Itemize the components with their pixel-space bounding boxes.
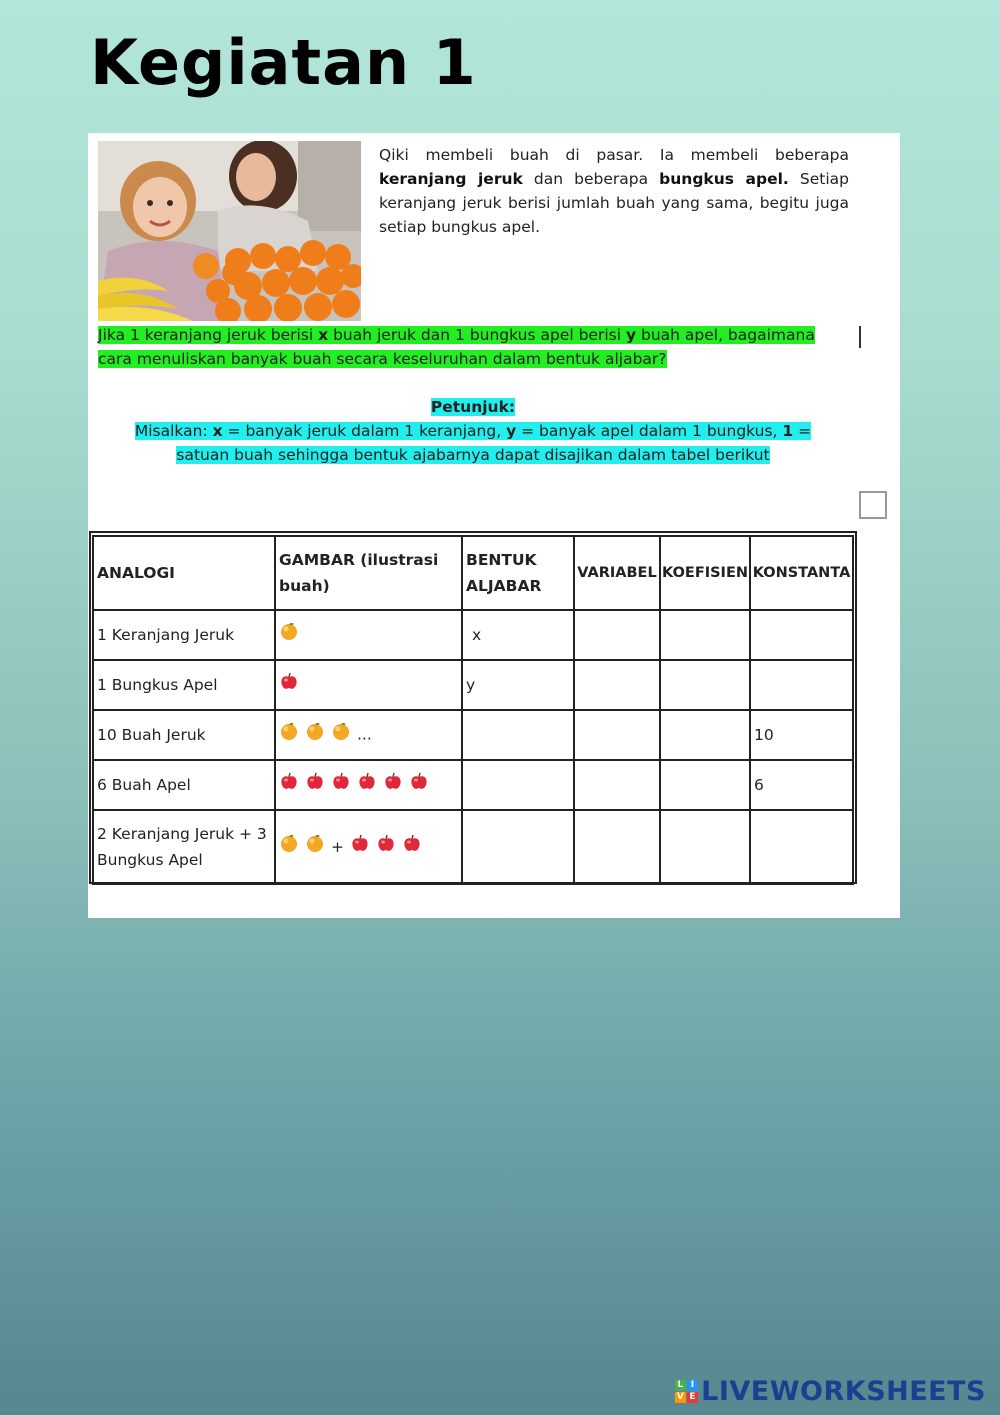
page-title: Kegiatan 1 [90,26,477,99]
red-apple-icon [279,671,299,699]
table-row [93,810,853,884]
analogy-table [92,535,854,885]
cell-gambar [275,610,462,660]
cell-variabel[interactable] [574,610,660,660]
table-row [93,710,853,760]
cell-koefisien[interactable] [660,660,750,710]
red-apple-icon [383,771,403,799]
cell-konstanta: 10 [750,710,853,760]
cell-aljabar[interactable]: x [462,610,574,660]
orange-fruit-icon [305,833,325,861]
cell-aljabar[interactable] [462,710,574,760]
cell-variabel[interactable] [574,710,660,760]
cell-konstanta[interactable] [750,810,853,884]
table-header-row [93,536,853,610]
worksheet-card [88,133,900,918]
cell-analogi: 6 Buah Apel [93,760,275,810]
header-koefisien: KOEFISIEN [660,536,750,610]
red-apple-icon [357,771,377,799]
cell-konstanta: 6 [750,760,853,810]
plus-sign: + [331,837,344,856]
header-variabel: VARIABEL [574,536,660,610]
cell-koefisien[interactable] [660,710,750,760]
cell-gambar [275,660,462,710]
cell-gambar [275,760,462,810]
liveworksheets-logo-icon: L I V E [675,1380,698,1403]
cell-gambar [275,710,462,760]
table-row [93,610,853,660]
orange-fruit-icon [331,721,351,749]
cell-analogi: 1 Bungkus Apel [93,660,275,710]
header-gambar: GAMBAR (ilustrasi buah) [275,536,462,610]
cell-aljabar[interactable]: y [462,660,574,710]
cell-analogi: 10 Buah Jeruk [93,710,275,760]
table-row [93,760,853,810]
text-cursor [859,326,861,348]
cell-variabel[interactable] [574,810,660,884]
red-apple-icon [305,771,325,799]
cell-analogi: 2 Keranjang Jeruk + 3 Bungkus Apel [93,810,275,884]
red-apple-icon [409,771,429,799]
orange-fruit-icon [305,721,325,749]
logo-text: LIVEWORKSHEETS [701,1376,986,1407]
hint-text: Misalkan: x = banyak jeruk dalam 1 keranjang, y = banyak apel dalam 1 bungkus, 1 = satuan buah sehingga bentuk ajabarnya dapat disajikan dalam tabel berikut [134,422,812,464]
question-text: Jika 1 keranjang jeruk berisi x buah jeruk dan 1 bungkus apel berisi y buah apel, bagaimana cara menuliskan banyak buah secara keseluruhan dalam bentuk aljabar? [98,326,815,368]
red-apple-icon [279,771,299,799]
cell-aljabar[interactable] [462,810,574,884]
orange-fruit-icon [279,621,299,649]
red-apple-icon [376,833,396,861]
liveworksheets-logo [675,1376,986,1407]
red-apple-icon [402,833,422,861]
cell-koefisien[interactable] [660,610,750,660]
cell-aljabar[interactable] [462,760,574,810]
cell-konstanta[interactable] [750,660,853,710]
red-apple-icon [331,771,351,799]
header-bentuk-aljabar: BENTUK ALJABAR [462,536,574,610]
hint-title: Petunjuk: [430,398,516,416]
answer-input-box[interactable] [859,491,887,519]
header-konstanta: KONSTANTA [750,536,853,610]
cell-analogi: 1 Keranjang Jeruk [93,610,275,660]
ellipsis-text: ... [357,725,372,744]
intro-paragraph: Qiki membeli buah di pasar. Ia membeli beberapa keranjang jeruk dan beberapa bungkus apel. Setiap keranjang jeruk berisi jumlah buah yang sama, begitu juga setiap bungkus apel. [379,146,850,236]
cell-koefisien[interactable] [660,810,750,884]
cell-konstanta[interactable] [750,610,853,660]
orange-fruit-icon [279,833,299,861]
red-apple-icon [350,833,370,861]
cell-gambar [275,810,462,884]
fruit-market-photo [98,141,361,321]
header-analogi: ANALOGI [93,536,275,610]
cell-variabel[interactable] [574,760,660,810]
cell-koefisien[interactable] [660,760,750,810]
orange-fruit-icon [279,721,299,749]
table-row [93,660,853,710]
cell-variabel[interactable] [574,660,660,710]
